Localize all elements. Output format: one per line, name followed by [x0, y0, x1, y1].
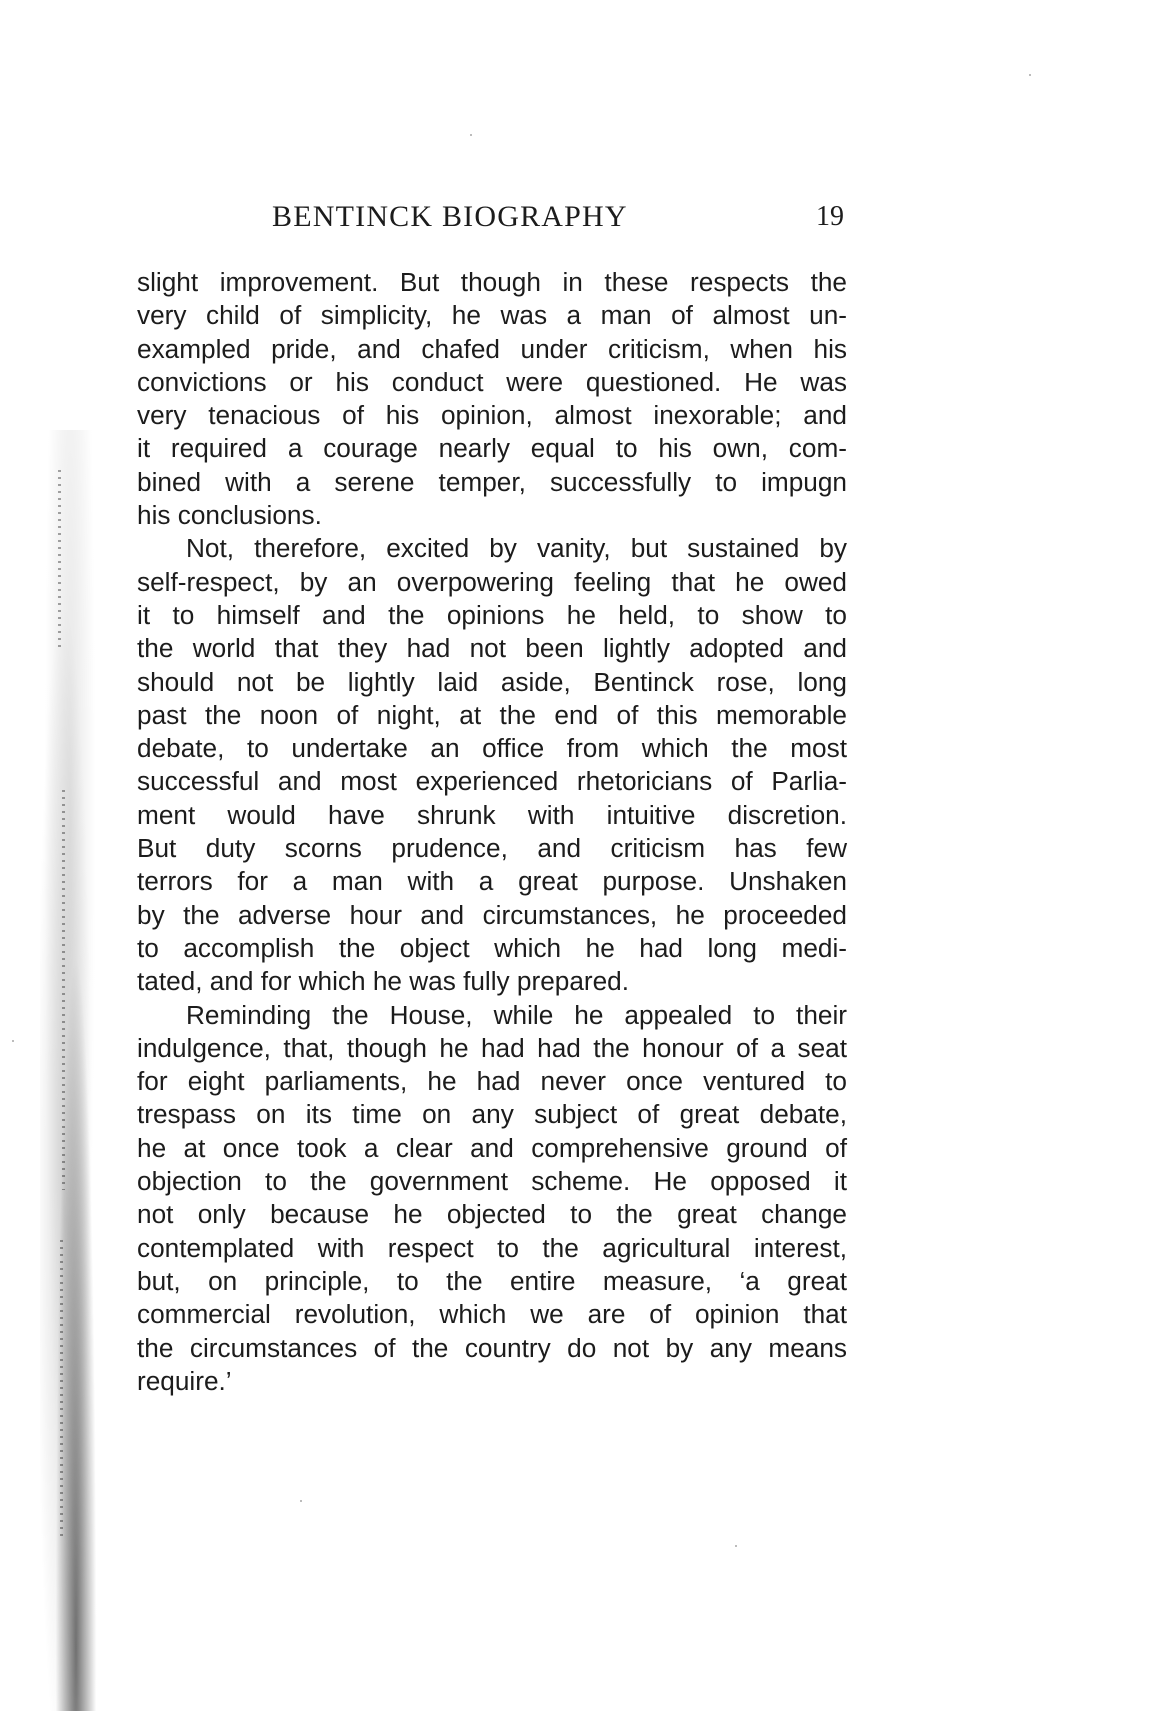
running-title: BENTINCK BIOGRAPHY — [272, 200, 628, 233]
text-line: But duty scorns prudence, and criticism has few — [137, 833, 847, 864]
text-line: require.’ — [137, 1365, 232, 1396]
text-line: not only because he objected to the great change — [137, 1199, 847, 1230]
text-line: self-respect, by an overpowering feeling that he owed — [137, 566, 847, 597]
text-line: for eight parliaments, he had never once ventured to — [137, 1066, 847, 1097]
text-line: bined with a serene temper, successfully to impugn — [137, 466, 847, 497]
text-line: but, on principle, to the entire measure, ‘a great — [137, 1265, 847, 1296]
text-line: tated, and for which he was fully prepared. — [137, 966, 630, 997]
text-line: should not be lightly laid aside, Bentinck rose, long — [137, 666, 847, 697]
gutter-shadow — [40, 430, 100, 1711]
text-line: past the noon of night, at the end of this memorable — [137, 699, 847, 730]
paper-speck — [300, 1500, 302, 1502]
text-line: very tenacious of his opinion, almost inexorable; and — [137, 400, 847, 431]
text-line: he at once took a clear and comprehensive ground of — [137, 1132, 847, 1163]
text-line: slight improvement. But though in these respects the — [137, 267, 847, 297]
text-line: terrors for a man with a great purpose. Unshaken — [137, 866, 847, 897]
body-text — [137, 266, 847, 1398]
text-line: Reminding the House, while he appealed to their — [186, 999, 847, 1030]
text-line: contemplated with respect to the agricultural interest, — [137, 1232, 847, 1263]
text-line: convictions or his conduct were questioned. He was — [137, 366, 847, 397]
text-line: his conclusions. — [137, 500, 322, 531]
text-line: indulgence, that, though he had had the honour of a seat — [137, 1032, 847, 1063]
text-line: it to himself and the opinions he held, to show to — [137, 599, 847, 630]
paragraph — [137, 266, 847, 532]
text-line: exampled pride, and chafed under criticism, when his — [137, 333, 847, 364]
text-line: debate, to undertake an office from which the most — [137, 733, 847, 764]
paper-speck — [735, 1545, 737, 1547]
gutter-streak — [60, 1240, 63, 1540]
text-line: trespass on its time on any subject of great debate, — [137, 1099, 847, 1130]
text-line: to accomplish the object which he had long medi- — [137, 932, 847, 963]
paragraph — [137, 999, 847, 1399]
text-line: it required a courage nearly equal to his own, com- — [137, 433, 847, 464]
page-number: 19 — [816, 201, 844, 232]
text-line: commercial revolution, which we are of opinion that — [137, 1299, 847, 1330]
text-line: the circumstances of the country do not by any means — [137, 1332, 847, 1363]
gutter-streak — [62, 790, 65, 1190]
text-line: the world that they had not been lightly adopted and — [137, 633, 847, 664]
paper-speck — [1029, 74, 1031, 76]
text-line: ment would have shrunk with intuitive discretion. — [137, 799, 847, 830]
gutter-streak — [58, 470, 61, 650]
paper-speck — [12, 1040, 14, 1042]
text-line: Not, therefore, excited by vanity, but sustained by — [186, 533, 847, 564]
paper-speck — [470, 134, 472, 136]
text-line: by the adverse hour and circumstances, he proceeded — [137, 899, 847, 930]
paragraph — [137, 532, 847, 998]
text-line: very child of simplicity, he was a man of almost un- — [137, 300, 847, 331]
text-line: successful and most experienced rhetoricians of Parlia- — [137, 766, 847, 797]
running-head — [272, 200, 844, 240]
text-line: objection to the government scheme. He opposed it — [137, 1166, 847, 1197]
